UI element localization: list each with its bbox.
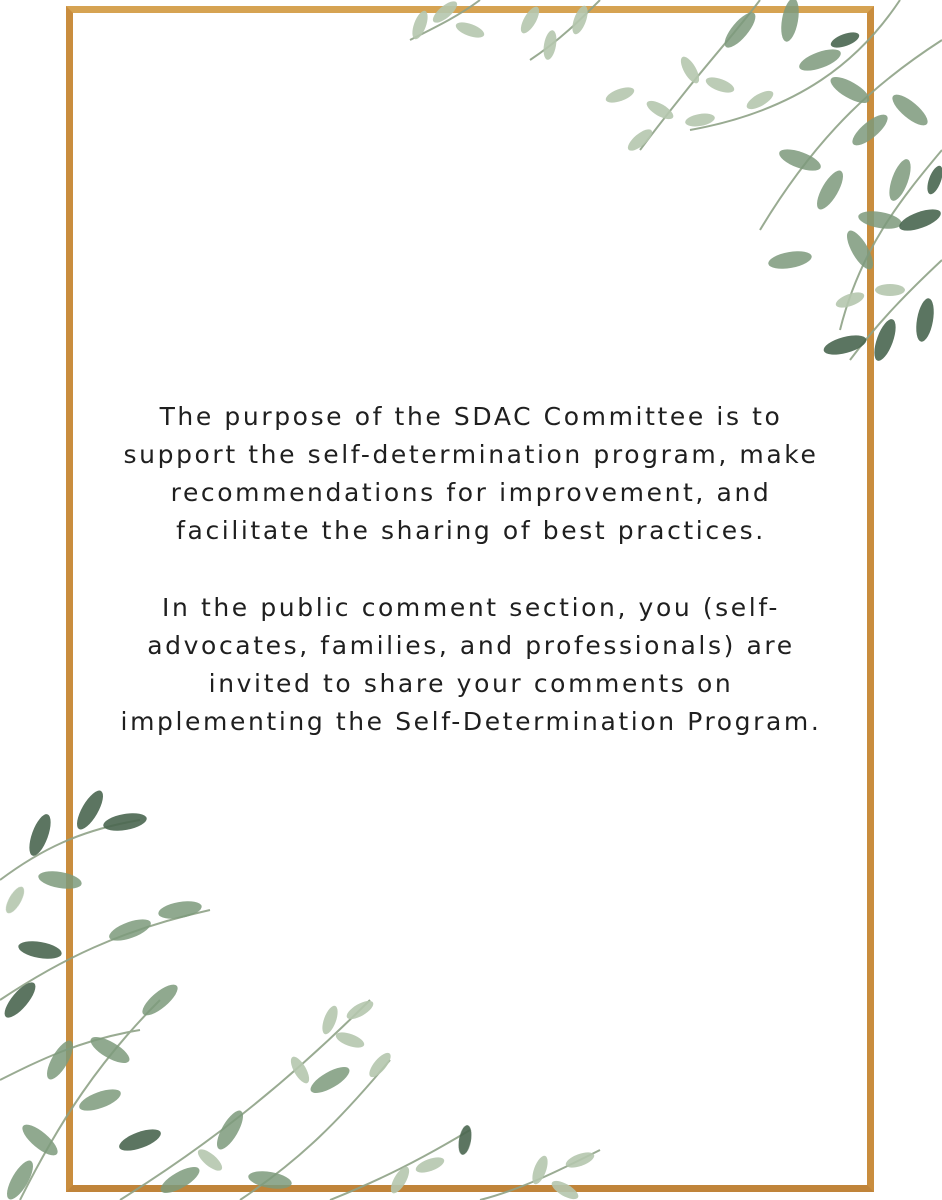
purpose-paragraph — [80, 398, 862, 550]
text-line: In the public comment section, you (self- — [161, 593, 780, 622]
text-line: invited to share your comments on — [208, 669, 734, 698]
text-line: implementing the Self-Determination Program. — [120, 707, 822, 736]
text-line: The purpose of the SDAC Committee is to — [159, 402, 783, 431]
body-text — [80, 398, 862, 741]
text-line: advocates, families, and professionals) are — [147, 631, 795, 660]
text-line: recommendations for improvement, and — [170, 478, 772, 507]
text-line: support the self-determination program, make — [123, 440, 819, 469]
text-line: facilitate the sharing of best practices. — [176, 516, 766, 545]
public-comment-paragraph — [80, 589, 862, 741]
